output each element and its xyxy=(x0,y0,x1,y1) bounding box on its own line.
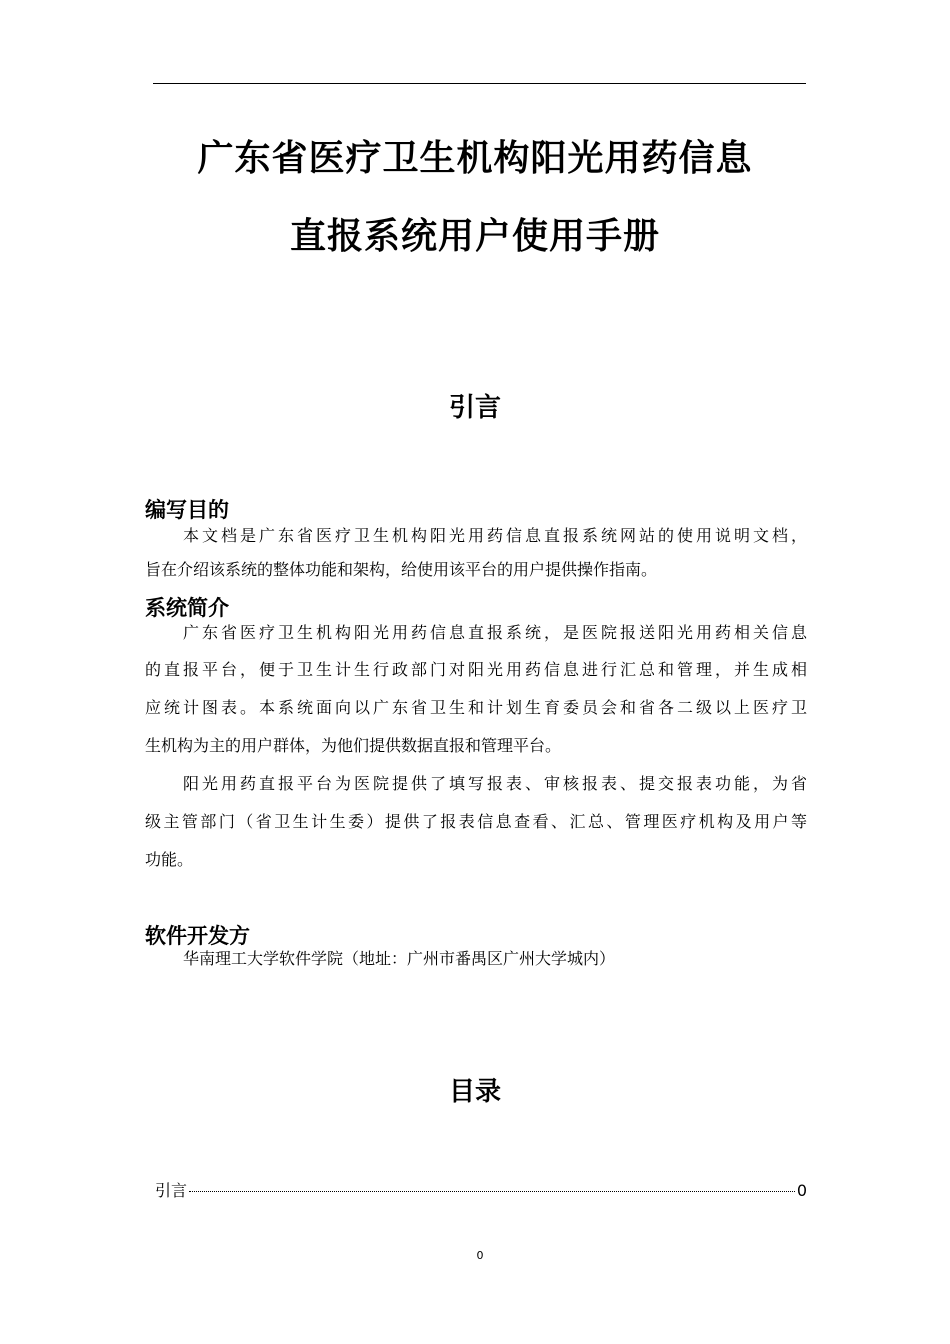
intro-heading: 引言 xyxy=(448,393,501,423)
toc-entry-page: 0 xyxy=(796,1181,807,1200)
toc-entry-label: 引言 xyxy=(155,1181,188,1200)
page-number: 0 xyxy=(476,1249,484,1262)
document-title-line-2: 直报系统用户使用手册 xyxy=(289,216,660,257)
overview-line: 级主管部门（省卫生计生委）提供了报表信息查看、汇总、管理医疗机构及用户等 xyxy=(145,812,807,831)
document-title-line-1: 广东省医疗卫生机构阳光用药信息 xyxy=(197,138,753,179)
toc-heading: 目录 xyxy=(448,1077,501,1107)
overview-line: 应统计图表。本系统面向以广东省卫生和计划生育委员会和省各二级以上医疗卫 xyxy=(145,698,807,717)
toc-dot-leader xyxy=(189,1191,795,1192)
overview-line: 阳光用药直报平台为医院提供了填写报表、审核报表、提交报表功能，为省 xyxy=(183,774,807,793)
toc-entry-intro[interactable] xyxy=(155,1181,807,1201)
overview-line: 功能。 xyxy=(145,850,194,869)
purpose-heading: 编写目的 xyxy=(145,498,229,522)
overview-line: 广东省医疗卫生机构阳光用药信息直报系统，是医院报送阳光用药相关信息 xyxy=(183,623,807,642)
overview-line: 生机构为主的用户群体，为他们提供数据直报和管理平台。 xyxy=(145,736,562,755)
header-rule xyxy=(153,83,806,84)
developer-heading: 软件开发方 xyxy=(145,924,250,948)
overview-heading: 系统简介 xyxy=(145,596,229,620)
purpose-line: 本文档是广东省医疗卫生机构阳光用药信息直报系统网站的使用说明文档， xyxy=(183,526,807,545)
purpose-line: 旨在介绍该系统的整体功能和架构，给使用该平台的用户提供操作指南。 xyxy=(145,560,658,579)
developer-line: 华南理工大学软件学院（地址：广州市番禺区广州大学城内） xyxy=(183,949,616,968)
overview-line: 的直报平台，便于卫生计生行政部门对阳光用药信息进行汇总和管理，并生成相 xyxy=(145,660,807,679)
